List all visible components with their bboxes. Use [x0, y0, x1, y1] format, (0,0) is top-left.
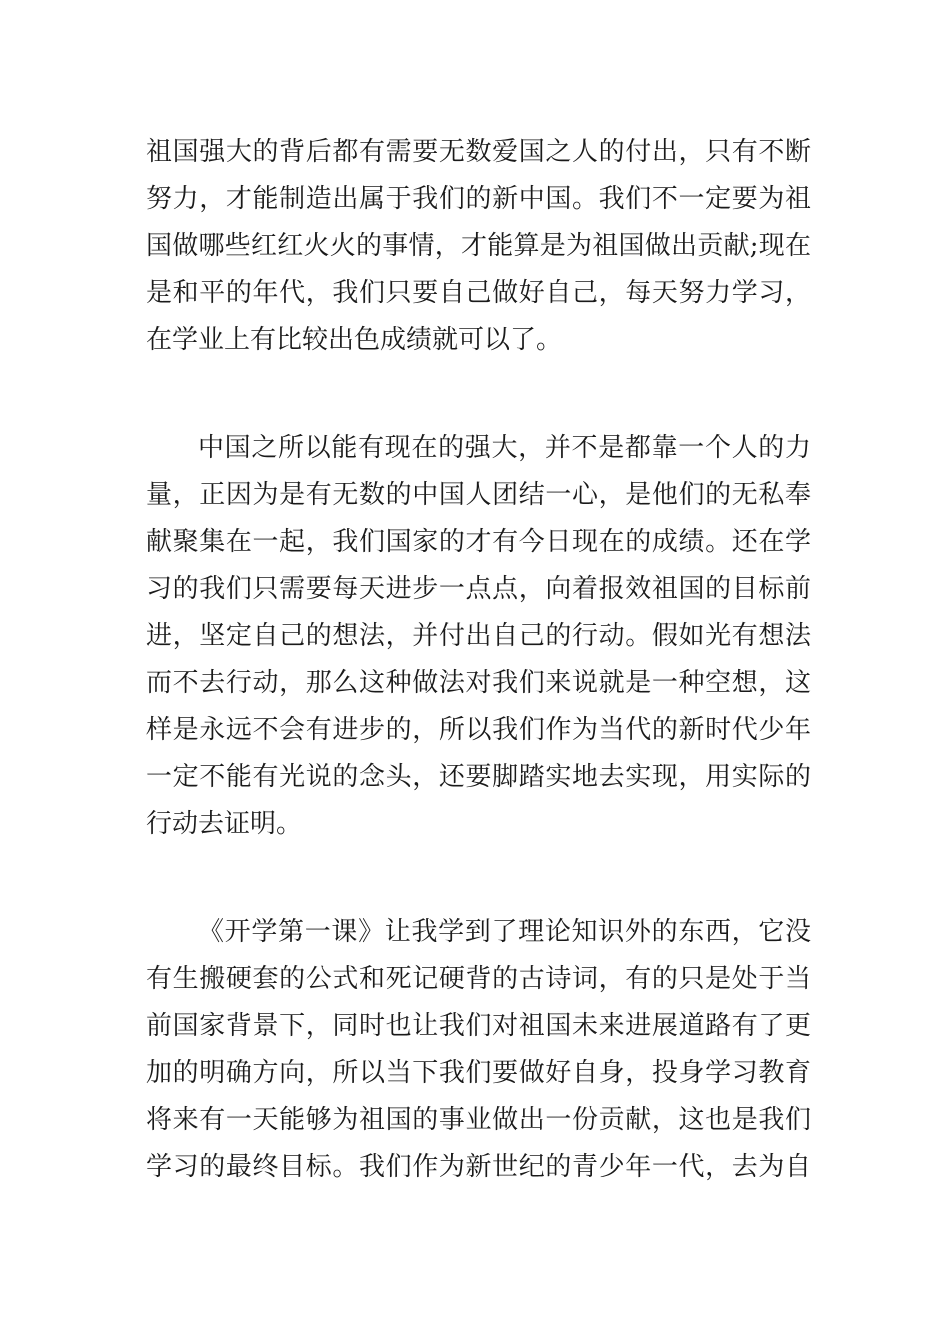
- text-line: 在学业上有比较出色成绩就可以了。: [146, 325, 563, 355]
- text-line: 国做哪些红红火火的事情，才能算是为祖国做出贡献;现在: [146, 231, 811, 261]
- text-line: 学习的最终目标。我们作为新世纪的青少年一代，去为自: [146, 1152, 811, 1182]
- text-line: 样是永远不会有进步的，所以我们作为当代的新时代少年: [146, 715, 811, 745]
- text-line: 献聚集在一起，我们国家的才有今日现在的成绩。还在学: [146, 527, 811, 557]
- text-line: 祖国强大的背后都有需要无数爱国之人的付出，只有不断: [146, 137, 811, 167]
- text-line: 有生搬硬套的公式和死记硬背的古诗词，有的只是处于当: [146, 964, 811, 994]
- text-line: 进，坚定自己的想法，并付出自己的行动。假如光有想法: [146, 621, 811, 651]
- text-line: 努力，才能制造出属于我们的新中国。我们不一定要为祖: [146, 184, 811, 214]
- text-line: 是和平的年代，我们只要自己做好自己，每天努力学习，: [146, 278, 811, 308]
- text-line: 前国家背景下，同时也让我们对祖国未来进展道路有了更: [146, 1011, 811, 1041]
- text-line: 量，正因为是有无数的中国人团结一心，是他们的无私奉: [146, 480, 811, 510]
- text-line: 将来有一天能够为祖国的事业做出一份贡献，这也是我们: [146, 1105, 811, 1135]
- text-line: 中国之所以能有现在的强大，并不是都靠一个人的力: [198, 433, 811, 463]
- text-line: 加的明确方向，所以当下我们要做好自身，投身学习教育: [146, 1058, 811, 1088]
- text-line: 习的我们只需要每天进步一点点，向着报效祖国的目标前: [146, 574, 811, 604]
- text-line: 一定不能有光说的念头，还要脚踏实地去实现，用实际的: [146, 762, 811, 792]
- text-line: 而不去行动，那么这种做法对我们来说就是一种空想，这: [146, 668, 811, 698]
- text-line: 行动去证明。: [146, 809, 303, 839]
- text-line: 《开学第一课》让我学到了理论知识外的东西，它没: [198, 917, 811, 947]
